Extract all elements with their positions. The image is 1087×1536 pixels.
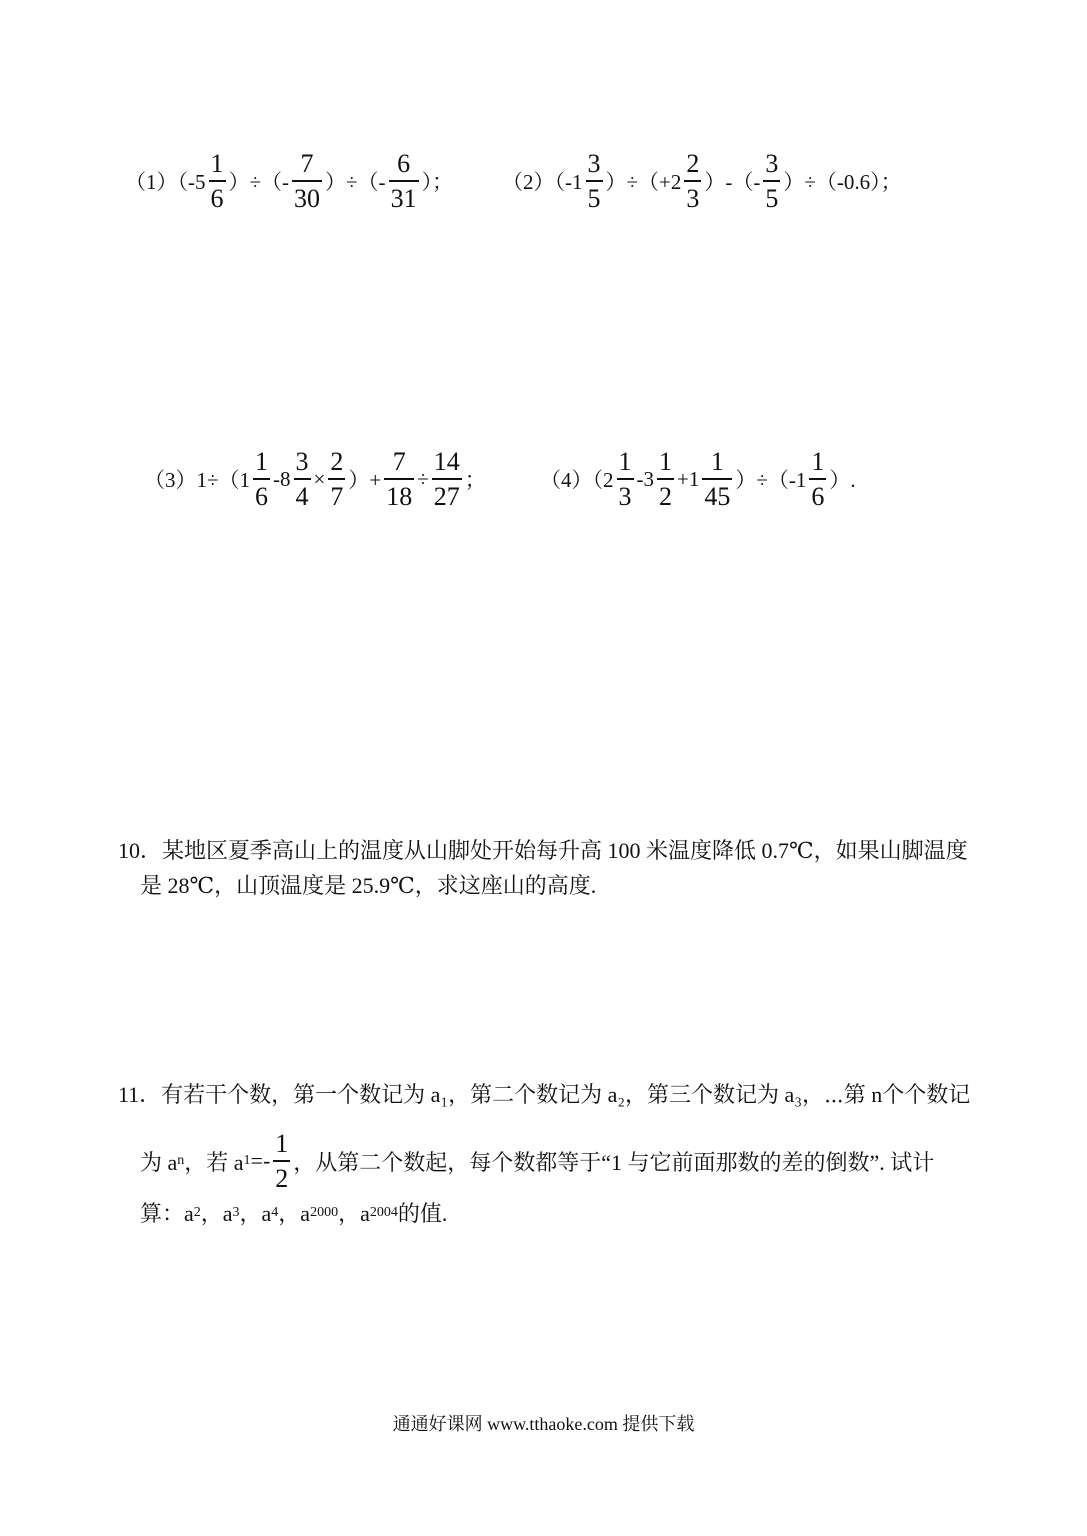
problem-10-line-2: 是 28℃，山顶温度是 25.9℃，求这座山的高度.	[140, 873, 597, 898]
p2-fraction-1: $\frac{3}{5}$	[587, 149, 601, 214]
p1-text-2: ）÷（-	[325, 170, 386, 195]
p3-text-5: ；	[464, 468, 486, 493]
p1-text-3: ）；	[421, 170, 454, 195]
p1-text-1: ）÷（-	[228, 170, 290, 195]
p4-fraction-1: $\frac{1}{3}$	[618, 447, 632, 512]
p3-text-4: ÷	[417, 466, 429, 491]
p3-text-3: ）+	[348, 468, 382, 493]
problem-9-part-4	[540, 448, 856, 511]
p3-fraction-4: $\frac{7}{18}$	[386, 447, 413, 512]
p3-label: （3）1÷（1	[144, 468, 251, 493]
p4-text-2: +1	[677, 466, 700, 491]
p2-text-3: ）÷（-0.6）；	[783, 170, 902, 195]
p3-text-2: ×	[313, 466, 326, 491]
problem-9-part-2	[502, 150, 902, 213]
problem-11-line-1: 11．有若干个数，第一个数记为 a₁，第二个数记为 a₂，第三个数记为 a₃，⋯第 n个个数记	[118, 1082, 971, 1107]
p1-label: （1）（-5	[125, 170, 206, 195]
p1-fraction-3: $\frac{6}{31}$	[390, 149, 417, 214]
p4-text-3: ）÷（-1	[735, 468, 807, 493]
p4-text-4: ）.	[829, 468, 856, 493]
p4-fraction-3: $\frac{1}{45}$	[704, 447, 731, 512]
p1-fraction-1: $\frac{1}{6}$	[210, 149, 224, 214]
p4-fraction-2: $\frac{1}{2}$	[659, 447, 672, 512]
p2-label: （2）（-1	[502, 170, 583, 195]
p3-text-1: -8	[273, 466, 291, 491]
p2-text-2: ）-（-	[704, 170, 761, 195]
problem-10-line-1: 10．某地区夏季高山上的温度从山脚处开始每升高 100 米温度降低 0.7℃，如果山脚温度	[118, 838, 968, 863]
p2-text-1: ）÷（+2	[605, 170, 682, 195]
p4-text-1: -3	[636, 466, 654, 491]
problem-9-part-1	[125, 150, 453, 213]
p3-fraction-5: $\frac{14}{27}$	[433, 447, 460, 512]
p4-fraction-4: $\frac{1}{6}$	[811, 447, 825, 512]
problem-9-part-3	[144, 448, 486, 511]
p3-fraction-1: $\frac{1}{6}$	[255, 447, 269, 512]
problem-11-line-2: 为 a n ，若 a 1 =- $\frac{1}{2}$ ，从第二个数起，每个数都等于“1 与它前面那数的差的倒数”. 试计	[140, 1129, 935, 1194]
p4-label: （4）（2	[540, 468, 614, 493]
p1-fraction-2: $\frac{7}{30}$	[294, 149, 321, 214]
p2-fraction-2: $\frac{2}{3}$	[686, 149, 700, 214]
p2-fraction-3: $\frac{3}{5}$	[765, 149, 779, 214]
page-footer: 通通好课网 www.tthaoke.com 提供下载	[392, 1414, 695, 1434]
problem-11-line-3: 算：a 2 ，a 3 ，a 4 ，a 2000 ，a 2004 的值.	[140, 1201, 448, 1226]
p3-fraction-2: $\frac{3}{4}$	[295, 447, 309, 512]
p3-fraction-3: $\frac{2}{7}$	[330, 447, 344, 512]
a1-fraction: $\frac{1}{2}$	[275, 1129, 289, 1194]
